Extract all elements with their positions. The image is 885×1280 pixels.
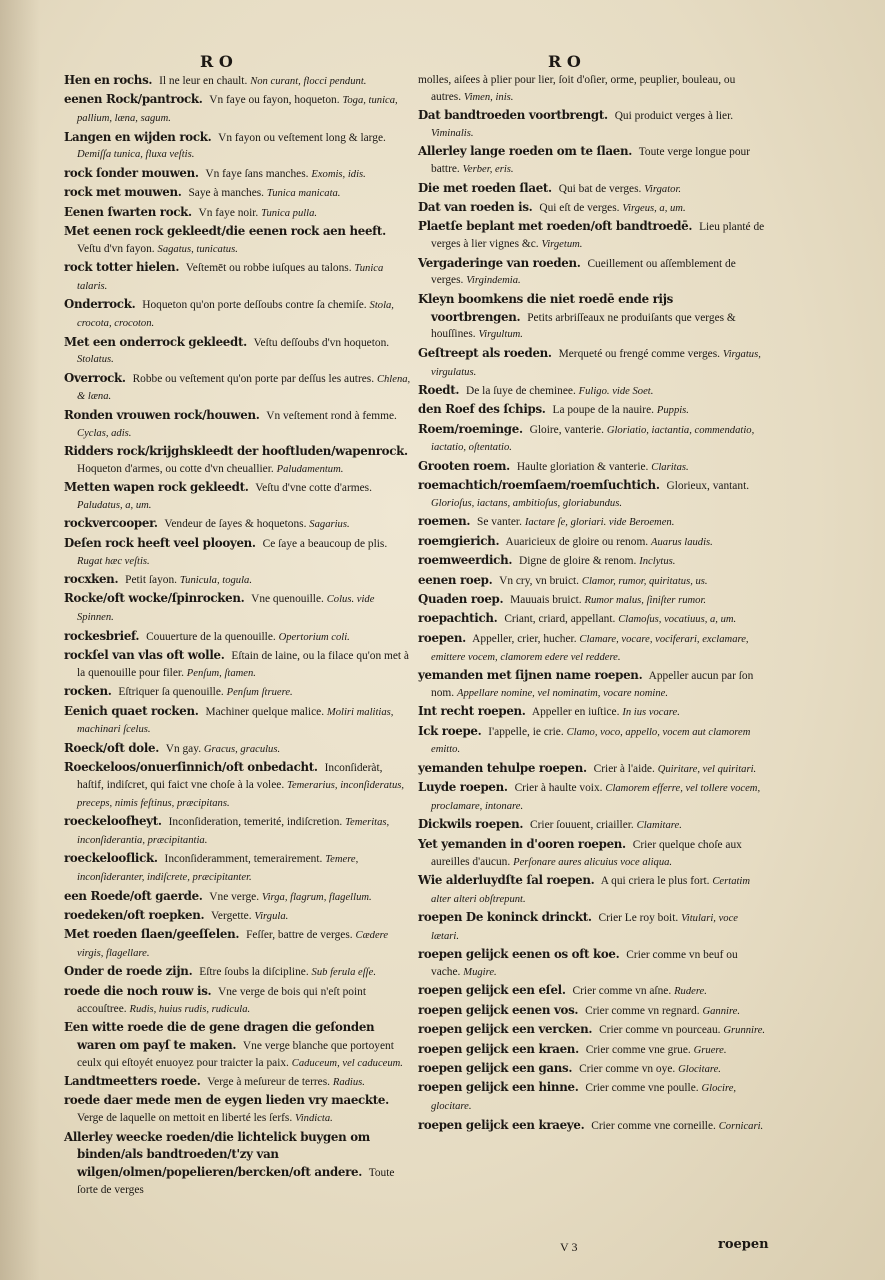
dictionary-entry [418,909,766,946]
dictionary-entry [418,458,766,477]
headword: Roem/roeminge. [418,421,523,436]
dictionary-entry [64,683,412,702]
dictionary-entry [64,184,412,203]
dictionary-entry [418,1021,766,1040]
french-gloss: Verge à meſureur de terres. [207,1076,330,1089]
dictionary-entry [418,199,766,218]
latin-gloss: Penſum, ſtamen. [186,667,256,679]
headword: Dat van roeden is. [418,199,533,214]
latin-gloss: Grunnire. [723,1025,766,1037]
latin-gloss: Exomis, idis. [311,168,366,180]
dictionary-entry [64,963,412,982]
dictionary-entry [64,590,412,627]
dictionary-entry [418,630,766,667]
headword: Met roeden ſlaen/geeſſelen. [64,927,240,942]
french-gloss: Machiner quelque malice. [205,705,325,718]
headword: Kleyn boomkens die niet roedē ende rijs voortbrengen. [418,291,674,324]
latin-gloss: Tunica talaris. [77,263,384,292]
french-gloss: Vne verge de bois qui n'eſt point accouſtree. [77,985,367,1015]
french-gloss: Crier ſouuent, criailler. [530,819,634,832]
french-gloss: Se vanter. [477,516,522,529]
latin-gloss: Virgultum. [478,329,523,341]
dictionary-entry [64,370,412,407]
latin-gloss: Opertorium coli. [278,631,350,643]
headword: Yet yemanden in d'ooren roepen. [418,836,626,851]
headword: Onderrock. [64,297,136,312]
latin-gloss: Gannire. [702,1005,741,1017]
dictionary-entry [418,1002,766,1021]
latin-gloss: Paludatus, a, um. [77,500,152,512]
french-gloss: Qui bat de verges. [558,182,642,195]
headword: Met eenen rock gekleedt/die eenen rock aen heeft. [64,223,386,238]
french-gloss: Crier comme vne poulle. [585,1082,699,1095]
french-gloss: Crier comme vne grue. [585,1043,691,1056]
latin-gloss: Cornicari. [718,1120,764,1132]
french-gloss: Crier comme vn aſne. [572,985,672,998]
dictionary-entry [64,165,412,184]
left-column [64,72,412,1199]
dictionary-entry [64,759,412,812]
headword: een Roede/oft gaerde. [64,888,203,903]
french-gloss: Qui eſt de verges. [539,201,620,214]
headword: Overrock. [64,370,126,385]
french-gloss: Petit ſayon. [125,574,178,587]
headword: Deſen rock heeft veel plooyen. [64,535,256,550]
dictionary-entry [418,836,766,872]
latin-gloss: Gloriatio, iactantia, commendatio, iactatio, oſtentatio. [431,424,755,454]
french-gloss: Il ne leur en chault. [159,75,248,87]
french-gloss: Auaricieux de gloire ou renom. [505,535,649,548]
headword: Met een onderrock gekleedt. [64,334,247,349]
french-gloss: Appeller, crier, hucher. [472,632,577,645]
latin-gloss: Gruere. [693,1044,727,1056]
french-gloss: Saye à manches. [188,187,265,200]
latin-gloss: Sagatus, tunicatus. [157,243,238,255]
headword: den Roef des ſchips. [418,402,546,417]
dictionary-entry [64,535,412,571]
dictionary-entry [418,946,766,982]
dictionary-entry [418,667,766,703]
latin-gloss: Glocitare. [678,1064,721,1076]
latin-gloss: Moliri malitias, machinari ſcelus. [77,706,394,736]
headword: roepen gelijck een eſel. [418,983,566,998]
headword: roepen gelijck een hinne. [418,1080,579,1095]
french-gloss: Crier à haulte voix. [514,782,603,795]
headword: roemweerdich. [418,553,513,568]
headword: Plaetſe beplant met roeden/oft bandtroedē. [418,219,693,234]
french-gloss: Gloire, vanterie. [529,423,604,436]
latin-gloss: Claritas. [651,461,689,473]
dictionary-entry [64,983,412,1019]
headword: Rocke/oft wocke/ſpinrocken. [64,591,245,606]
french-gloss: Vn faye ſans manches. [205,167,309,180]
french-gloss: molles, aiſees à plier pour lier, ſoit d'oſier, orme, peuplier, bouleau, ou autres. [418,74,736,103]
headword: Hen en rochs. [64,73,153,87]
latin-gloss: Viminalis. [431,127,474,139]
headword: eenen roep. [418,572,493,587]
latin-gloss: Appellare nomine, vel nominatim, vocare nomine. [456,687,669,699]
latin-gloss: Penſum ſtruere. [226,687,293,699]
headword: Die met roeden ſlaet. [418,180,552,195]
headword: Ridders rock/krijghskleedt der hooftluden/wapenrock. [64,444,408,459]
latin-gloss: Puppis. [656,405,689,417]
headword: roedeken/oft roepken. [64,907,205,922]
french-gloss: Merqueté ou frengé comme verges. [558,347,721,360]
french-gloss: Vne verge. [209,890,260,903]
latin-gloss: Vimen, inis. [463,91,514,103]
french-gloss: Crier Le roy boit. [598,912,679,925]
latin-gloss: Virgeus, a, um. [622,202,686,214]
dictionary-entry [418,1079,766,1116]
latin-gloss: Iactare ſe, gloriari. vide Beroemen. [524,517,675,529]
headword: rockvercooper. [64,516,158,531]
french-gloss: Vn fayon ou veſtement long & large. [218,131,386,144]
headword: Roedt. [418,382,460,397]
french-gloss: Petits arbriſſeaux ne produiſants que verges & houſſines. [431,311,736,341]
dictionary-entry [64,1019,412,1072]
headword: roepen. [418,630,466,645]
headword: roepachtich. [418,611,498,626]
headword: Int recht roepen. [418,704,526,719]
dictionary-entry [418,703,766,722]
french-gloss: Vne verge blanche que portoyent ceulx qui eſtoyét enuoyez pour traicter la paix. [77,1039,394,1069]
headword: rockſel van vlas oft wolle. [64,647,225,662]
dictionary-entry [418,591,766,610]
dictionary-entry [418,107,766,143]
dictionary-entry [64,443,412,479]
latin-gloss: Verber, eris. [462,164,514,176]
dictionary-entry [418,513,766,532]
dictionary-entry [418,345,766,382]
dictionary-entry [418,779,766,816]
latin-gloss: Auarus laudis. [651,536,713,548]
latin-gloss: Certatim alter alteri obſtrepunt. [431,875,751,905]
headword: Ronden vrouwen rock/houwen. [64,407,260,422]
french-gloss: Toute verge longue pour battre. [431,146,751,176]
latin-gloss: Cædere virgis, flagellare. [77,930,389,960]
dictionary-entry [418,291,766,344]
dictionary-entry [418,552,766,571]
latin-gloss: Virgatus, virgulatus. [431,348,761,378]
headword: roemgierich. [418,533,500,548]
headword: Ick roepe. [418,723,482,738]
french-gloss: Crier comme vne corneille. [591,1119,716,1132]
latin-gloss: Demiſſa tunica, fluxa veſtis. [77,149,195,161]
latin-gloss: Tunica manicata. [266,188,341,200]
headword: roepen gelijck een vercken. [418,1022,593,1037]
latin-gloss: Toga, tunica, pallium, læna, sagum. [77,95,398,125]
latin-gloss: Rudere. [674,986,707,998]
dictionary-entry [64,907,412,926]
dictionary-entry [418,218,766,254]
dictionary-entry [64,888,412,907]
french-gloss: Hoqueton qu'on porte deſſoubs contre ſa chemiſe. [142,299,367,312]
dictionary-entry [418,723,766,760]
latin-gloss: In ius vocare. [622,707,680,719]
latin-gloss: Virgetum. [541,239,583,251]
dictionary-entry [64,703,412,740]
headword: roeckelooflick. [64,851,158,866]
headword: Roeck/oft dole. [64,740,160,755]
dictionary-entry [64,647,412,683]
gutter-shadow [0,0,40,1280]
dictionary-entry [418,180,766,199]
latin-gloss: Clamor, rumor, quiritatus, us. [581,575,708,587]
french-gloss: Veſtu d'vn fayon. [77,242,155,255]
dictionary-entry [64,628,412,647]
french-gloss: Crier quelque choſe aux aureilles d'aucun. [431,838,742,868]
french-gloss: Vn faye ou fayon, hoqueton. [209,94,340,107]
headword: roemachtich/roemſaem/roemſuchtich. [418,478,660,493]
headword: rocken. [64,684,112,699]
headword: Allerley lange roeden om te ſlaen. [418,144,633,159]
running-head-left: R O [200,52,233,71]
dictionary-entry [418,816,766,835]
latin-gloss: Caduceum, vel caduceum. [291,1057,403,1069]
dictionary-entry [418,1041,766,1060]
headword: rocxken. [64,572,119,587]
dictionary-entry [64,1092,412,1128]
dictionary-entry [418,982,766,1001]
latin-gloss: Stolatus. [77,354,114,366]
dictionary-entry [418,1117,766,1136]
dictionary-entry [418,421,766,458]
french-gloss: Crier comme vn beuf ou vache. [431,949,738,979]
french-gloss: Crier comme vn regnard. [585,1004,700,1017]
french-gloss: Eſtain de laine, ou la filace qu'on met à la quenouille pour filer. [77,649,409,679]
french-gloss: Lieu planté de verges à lier vignes &c. [431,221,765,251]
dictionary-entry [418,572,766,591]
latin-gloss: Chlena, & læna. [77,373,411,403]
dictionary-entry [418,72,766,107]
dictionary-entry [418,533,766,552]
headword: Eenen ſwarten rock. [64,204,192,219]
dictionary-entry [64,850,412,887]
french-gloss: Veſtemēt ou robbe iuſques au talons. [185,262,352,275]
latin-gloss: Vindicta. [295,1113,333,1125]
french-gloss: Inconſideràt, haſtif, indiſcret, qui faict vne choſe à la volee. [77,762,383,791]
latin-gloss: Virgindemia. [466,275,521,287]
latin-gloss: Stola, crocota, crocoton. [77,300,394,330]
french-gloss: Inconſideration, temerité, indiſcretion. [168,816,343,829]
french-gloss: Feſſer, battre de verges. [246,929,353,942]
french-gloss: Verge de laquelle on mettoit en liberté les ſerfs. [77,1112,293,1125]
latin-gloss: Colus. vide Spinnen. [77,594,375,624]
dictionary-entry [64,1129,412,1199]
french-gloss: Vn cry, vn bruict. [499,574,580,587]
headword: roepen gelijck een gans. [418,1061,573,1076]
dictionary-entry [418,760,766,779]
dictionary-entry [64,571,412,590]
dictionary-entry [418,143,766,179]
dictionary-entry [64,223,412,259]
headword: Grooten roem. [418,458,510,473]
dictionary-entry [64,1073,412,1092]
headword: roepen gelijck eenen vos. [418,1002,579,1017]
latin-gloss: Rudis, huius rudis, rudicula. [129,1003,251,1015]
french-gloss: De la ſuye de cheminee. [466,384,576,397]
french-gloss: A qui criera le plus fort. [600,874,710,887]
french-gloss: Crier à l'aide. [593,762,655,775]
dictionary-entry [418,610,766,629]
dictionary-entry [64,334,412,370]
french-gloss: Vn faye noir. [198,206,259,219]
french-gloss: Vergette. [210,909,252,922]
headword: Dat bandtroeden voortbrengt. [418,108,608,123]
headword: rockesbrief. [64,628,140,643]
french-gloss: I'appelle, ie crie. [488,725,564,738]
headword: Allerley weecke roeden/die lichtelick buygen om binden/als bandtroeden/t'zy van wilgen/olmen/popelieren/bercken/oft andere. [64,1129,370,1180]
latin-gloss: Sagarius. [309,519,350,531]
headword: Dickwils roepen. [418,817,524,832]
french-gloss: Glorieux, vantant. [666,480,750,493]
french-gloss: Veſtu deſſoubs d'vn hoqueton. [253,336,390,349]
latin-gloss: Rugat hæc veſtis. [77,555,150,567]
dictionary-entry [64,479,412,515]
headword: roemen. [418,514,471,529]
latin-gloss: Quiritare, vel quiritari. [657,763,757,775]
dictionary-entry [418,1060,766,1079]
french-gloss: Mauuais bruict. [510,594,582,606]
latin-gloss: Paludamentum. [276,463,344,475]
french-gloss: Eſtre ſoubs la diſcipline. [199,966,309,979]
french-gloss: Ce ſaye a beaucoup de plis. [262,537,388,550]
latin-gloss: Clamitare. [636,820,682,832]
latin-gloss: Clamoſus, vocatiuus, a, um. [618,614,737,626]
latin-gloss: Fuligo. vide Soet. [578,385,654,397]
french-gloss: Vn gay. [165,742,202,755]
running-head-right: R O [548,52,581,71]
headword: Geſtreept als roeden. [418,345,552,360]
catchword: roepen [718,1237,769,1252]
french-gloss: Robbe ou veſtement qu'on porte par deſſus les autres. [132,372,375,385]
latin-gloss: Rumor malus, ſiniſter rumor. [584,595,707,606]
headword: roede die noch rouw is. [64,983,212,998]
dictionary-entry [418,401,766,420]
headword: rock totter hielen. [64,260,180,275]
headword: Vergaderinge van roeden. [418,255,581,270]
dictionary-entry [64,813,412,850]
latin-gloss: Tunica pulla. [261,207,318,219]
french-gloss: Criant, criard, appellant. [504,613,616,626]
headword: roepen gelijck eenen os oft koe. [418,947,620,962]
headword: Onder de roede zijn. [64,964,193,979]
latin-gloss: Mugire. [463,967,497,979]
french-gloss: Vendeur de ſayes & hoquetons. [164,518,307,531]
latin-gloss: Perſonare aures alicuius voce aliqua. [513,856,673,868]
latin-gloss: Vitulari, voce lætari. [431,913,738,942]
dictionary-entry [64,515,412,534]
dictionary-entry [418,477,766,513]
latin-gloss: Sub ferula eſſe. [311,967,376,979]
latin-gloss: Non curant, flocci pendunt. [250,76,367,87]
latin-gloss: Clamorem efferre, vel tollere vocem, proclamare, intonare. [431,783,761,812]
headword: Quaden roep. [418,592,504,606]
french-gloss: Cueillement ou aſſemblement de verges. [431,257,736,287]
headword: Een witte roede die de gene dragen die geſonden waren om payſ te maken. [64,1020,375,1052]
french-gloss: Haulte gloriation & vanterie. [516,460,649,473]
latin-gloss: Gracus, graculus. [203,743,281,755]
french-gloss: Crier comme vn pourceau. [599,1024,721,1037]
headword: roede daer mede men de eygen lieden vry maeckte. [64,1093,389,1108]
headword: Langen en wijden rock. [64,129,212,144]
dictionary-entry [64,91,412,128]
latin-gloss: Inclytus. [639,556,676,568]
right-column [418,72,766,1136]
headword: rock met mouwen. [64,185,182,200]
french-gloss: Appeller en iuſtice. [531,706,620,719]
dictionary-entry [64,926,412,963]
headword: yemanden tehulpe roepen. [418,760,587,775]
headword: Wie alderluydſte ſal roepen. [418,872,595,887]
french-gloss: La poupe de la nauire. [552,404,655,417]
latin-gloss: Temerarius, inconſideratus, preceps, nimis feſtinus, præcipitans. [77,779,405,809]
headword: Roeckeloos/onuerſinnich/oft onbedacht. [64,760,318,775]
latin-gloss: Clamare, vocare, vociferari, exclamare, emittere vocem, clamorem edere vel reddere. [431,633,749,663]
latin-gloss: Cyclas, adis. [77,427,132,439]
latin-gloss: Radius. [332,1077,365,1089]
latin-gloss: Virgator. [644,183,682,195]
latin-gloss: Temeritas, inconſiderantia, præcipitantia. [77,817,390,846]
headword: roeckeloofheyt. [64,814,162,829]
latin-gloss: Tunicula, togula. [179,575,252,587]
dictionary-entry [64,740,412,759]
french-gloss: Couuerture de la quenouille. [146,630,276,643]
french-gloss: Toute ſorte de verges [77,1167,395,1196]
dictionary-entry [64,407,412,443]
dictionary-entry [418,255,766,291]
latin-gloss: Virgula. [254,910,289,922]
headword: Luyde roepen. [418,780,508,795]
dictionary-entry [418,382,766,401]
dictionary-entry [64,129,412,165]
dictionary-entry [64,72,412,91]
french-gloss: Hoqueton d'armes, ou cotte d'vn cheuallier. [77,462,274,475]
signature-mark: V 3 [560,1240,578,1254]
headword: Metten wapen rock gekleedt. [64,480,249,495]
dictionary-entry [64,259,412,296]
headword: eenen Rock/pantrock. [64,92,203,107]
dictionary-entry [64,204,412,223]
latin-gloss: Clamo, voco, appello, vocem aut clamorem emitto. [431,726,751,756]
headword: roepen De koninck drinckt. [418,910,592,925]
headword: rock ſonder mouwen. [64,165,199,180]
french-gloss: Appeller aucun par ſon nom. [431,669,754,699]
headword: Landtmeetters roede. [64,1074,201,1089]
french-gloss: Veſtu d'vne cotte d'armes. [255,482,372,495]
dictionary-entry [64,296,412,333]
headword: yemanden met ſijnen name roepen. [418,667,643,682]
latin-gloss: Virga, flagrum, flagellum. [261,891,372,903]
headword: Eenich quaet rocken. [64,703,199,718]
french-gloss: Inconſideramment, temerairement. [164,853,323,866]
french-gloss: Eſtriquer ſa quenouille. [118,686,224,699]
dictionary-entry [418,872,766,909]
french-gloss: Vn veſtement rond à femme. [266,409,397,422]
french-gloss: Vne quenouille. [251,593,324,606]
latin-gloss: Glocire, glocitare. [431,1083,737,1113]
latin-gloss: Glorioſus, iactans, ambitioſus, gloriabundus. [431,498,622,510]
french-gloss: Qui produict verges à lier. [614,110,734,123]
french-gloss: Crier comme vn oye. [579,1063,676,1076]
headword: roepen gelijck een kraeye. [418,1117,585,1132]
headword: roepen gelijck een kraen. [418,1041,579,1056]
french-gloss: Digne de gloire & renom. [519,555,637,568]
latin-gloss: Temere, inconſideranter, indiſcrete, præcipitanter. [77,854,359,884]
